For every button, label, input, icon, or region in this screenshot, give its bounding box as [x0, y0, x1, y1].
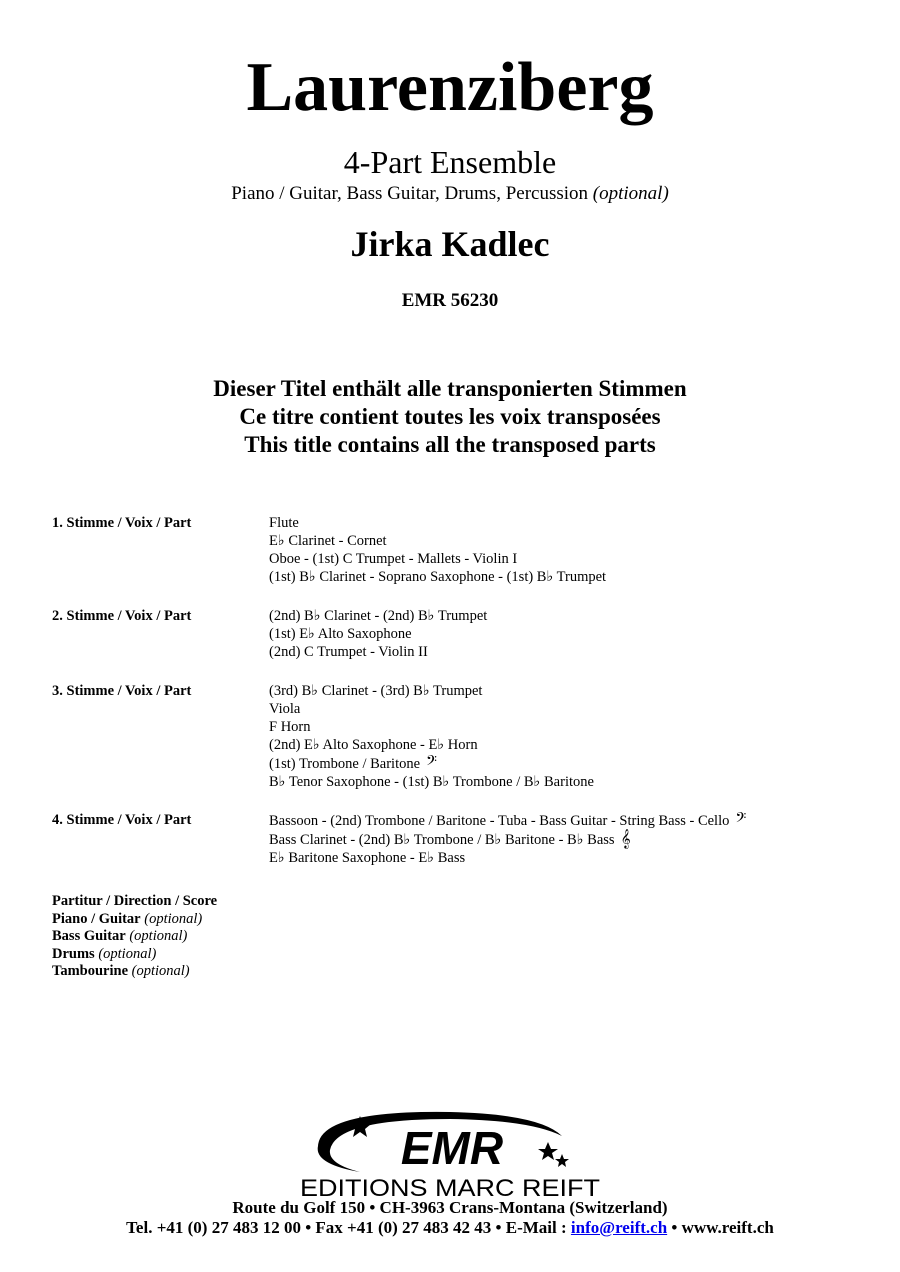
email-link[interactable]: info@reift.ch — [570, 1218, 668, 1237]
composer: Jirka Kadlec — [350, 224, 550, 264]
part-instrument-line — [269, 568, 852, 586]
instrument-text: B♭ Tenor Saxophone - (1st) B♭ Trombone / B♭ Baritone — [269, 774, 594, 790]
part-instrument-line — [269, 754, 852, 773]
phone-fax: Tel. +41 (0) 27 483 12 00 • Fax +41 (0) 27 483 42 43 • E-Mail : — [126, 1218, 571, 1237]
instrument-text: F Horn — [269, 719, 311, 735]
part-instrument-line — [269, 607, 852, 625]
part-instrument-line — [269, 718, 852, 736]
part-group — [52, 682, 852, 811]
part-instrument-line — [269, 682, 852, 700]
instrument-text: E♭ Clarinet - Cornet — [269, 533, 387, 549]
part-label: 1. Stimme / Voix / Part — [52, 515, 192, 531]
instrument-text: (2nd) E♭ Alto Saxophone - E♭ Horn — [269, 737, 478, 753]
optional-note: (optional) — [129, 928, 188, 944]
instrument-text: (2nd) B♭ Clarinet - (2nd) B♭ Trumpet — [269, 608, 488, 624]
part-instrument-line — [269, 532, 852, 550]
additional-parts-list — [52, 893, 217, 981]
notice-french: Ce titre contient toutes les voix transposées — [239, 404, 661, 429]
additional-part — [52, 928, 217, 946]
subtitle: 4-Part Ensemble — [343, 144, 557, 180]
instrumentation-main: Piano / Guitar, Bass Guitar, Drums, Percussion — [231, 183, 589, 204]
bass-clef-icon: 𝄢 — [735, 810, 747, 830]
additional-part-name: Partitur / Direction / Score — [52, 893, 218, 909]
instrument-text: (1st) B♭ Clarinet - Soprano Saxophone - (1st) B♭ Trumpet — [269, 569, 607, 585]
part-instrument-line — [269, 550, 852, 568]
part-group — [52, 607, 852, 682]
transposed-parts-notice — [0, 375, 900, 459]
emr-logo — [300, 1102, 600, 1202]
title: Laurenziberg — [246, 49, 654, 126]
notice-german: Dieser Titel enthält alle transponierten Stimmen — [213, 376, 687, 401]
contact-line — [0, 1217, 900, 1239]
part-instrument-line — [269, 849, 852, 867]
bass-clef-icon: 𝄢 — [426, 753, 437, 773]
additional-part — [52, 911, 217, 929]
part-instrument-line — [269, 700, 852, 718]
instrumentation — [0, 182, 900, 206]
postal-address: Route du Golf 150 • CH-3963 Crans-Montana (Switzerland) — [232, 1198, 668, 1217]
part-group — [52, 514, 852, 607]
instrument-text: (1st) E♭ Alto Saxophone — [269, 626, 412, 642]
part-instrument-line — [269, 773, 852, 791]
instrument-text: Viola — [269, 701, 301, 717]
additional-part-name: Tambourine — [52, 963, 129, 979]
additional-part — [52, 963, 217, 981]
emr-mark: EMR — [400, 1122, 504, 1174]
instrumentation-optional: (optional) — [592, 183, 669, 204]
parts-list — [52, 514, 852, 867]
website: • www.reift.ch — [667, 1218, 774, 1237]
part-label: 3. Stimme / Voix / Part — [52, 683, 192, 699]
instrument-text: (1st) Trombone / Baritone — [269, 756, 421, 772]
additional-part-name: Piano / Guitar — [52, 910, 141, 927]
instrument-text: E♭ Baritone Saxophone - E♭ Bass — [269, 850, 466, 866]
instrument-text: (2nd) C Trumpet - Violin II — [269, 644, 428, 660]
instrument-text: Bassoon - (2nd) Trombone / Baritone - Tuba - Bass Guitar - String Bass - Cello — [269, 813, 730, 829]
part-instrument-line — [269, 625, 852, 643]
instrument-text: Bass Clarinet - (2nd) B♭ Trombone / B♭ Baritone - B♭ Bass — [269, 832, 615, 848]
part-instrument-line — [269, 736, 852, 754]
notice-english: This title contains all the transposed parts — [244, 432, 656, 457]
instrument-text: Oboe - (1st) C Trumpet - Mallets - Violin I — [269, 551, 518, 567]
part-instrument-line — [269, 811, 852, 830]
additional-part-name: Bass Guitar — [52, 928, 126, 944]
treble-clef-icon: 𝄞 — [620, 829, 631, 849]
additional-part — [52, 946, 217, 964]
optional-note: (optional) — [144, 910, 203, 927]
part-group — [52, 811, 852, 867]
part-instrument-line — [269, 643, 852, 661]
part-instrument-line — [269, 514, 852, 532]
part-label: 2. Stimme / Voix / Part — [52, 608, 192, 624]
instrument-text: (3rd) B♭ Clarinet - (3rd) B♭ Trumpet — [269, 683, 483, 699]
catalog-number: EMR 56230 — [401, 290, 499, 311]
publisher-name: EDITIONS MARC REIFT — [300, 1175, 600, 1202]
part-instrument-line — [269, 830, 852, 849]
part-label: 4. Stimme / Voix / Part — [52, 812, 192, 828]
additional-part — [52, 893, 217, 911]
optional-note: (optional) — [131, 963, 190, 979]
additional-part-name: Drums — [52, 945, 95, 962]
instrument-text: Flute — [269, 515, 299, 531]
optional-note: (optional) — [98, 945, 157, 962]
